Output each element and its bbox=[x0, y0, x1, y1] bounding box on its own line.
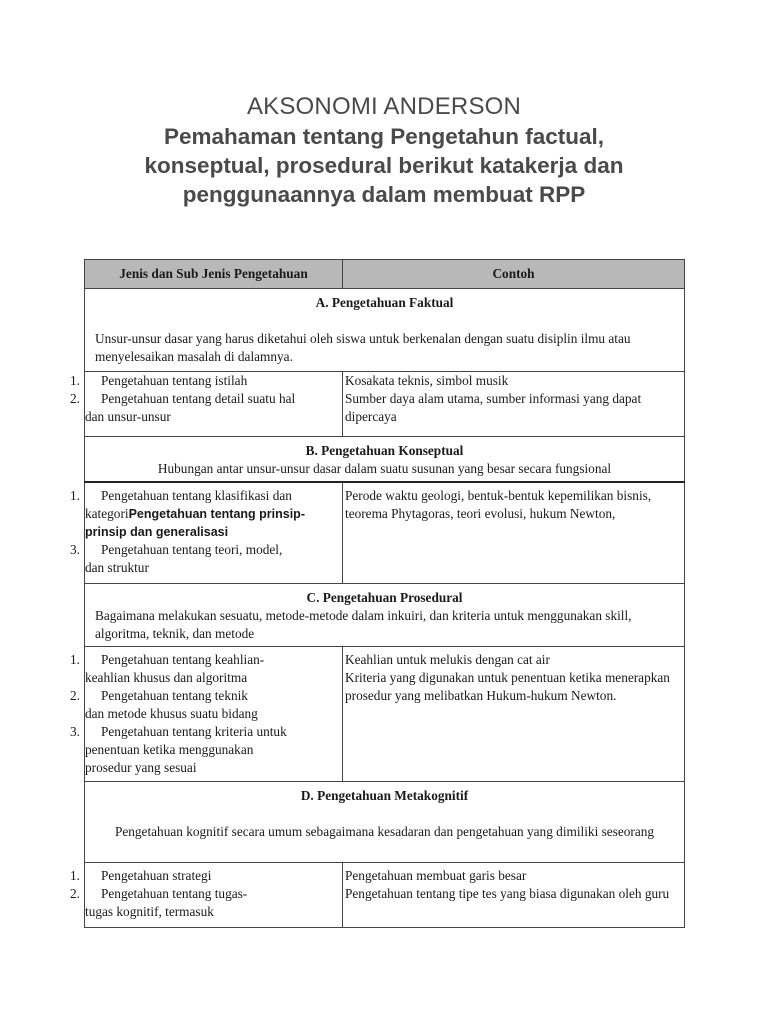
example-text: Pengetahuan tentang tipe tes yang biasa digunakan oleh guru bbox=[345, 886, 670, 901]
list-item-continuation: penentuan ketika menggunakan bbox=[85, 742, 254, 757]
section-d-heading: D. Pengetahuan Metakognitif bbox=[300, 788, 469, 803]
section-c-heading: C. Pengetahuan Prosedural bbox=[306, 590, 463, 605]
title-main: AKSONOMI ANDERSON bbox=[246, 93, 522, 120]
section-c-items-row bbox=[85, 647, 685, 782]
list-item: 2. Pengetahuan tentang teknik bbox=[70, 688, 248, 703]
list-item: 1. Pengetahuan tentang istilah bbox=[70, 373, 248, 388]
document-title bbox=[0, 92, 768, 209]
section-d-row bbox=[85, 782, 685, 863]
example-text: Sumber daya alam utama, sumber informasi yang dapat dipercaya bbox=[345, 391, 642, 424]
list-item: 2. Pengetahuan tentang detail suatu hal bbox=[70, 391, 296, 406]
title-sub-line-1: Pemahaman tentang Pengetahun factual, bbox=[163, 124, 605, 149]
header-contoh: Contoh bbox=[343, 260, 685, 289]
knowledge-table bbox=[70, 259, 685, 928]
section-b-heading: B. Pengetahuan Konseptual bbox=[305, 443, 464, 458]
list-item: 3. Pengetahuan tentang teori, model, bbox=[70, 542, 283, 557]
section-d-description: Pengetahuan kognitif secara umum sebagaimana kesadaran dan pengetahuan yang dimiliki seseorang bbox=[114, 824, 655, 839]
list-item-continuation: keahlian khusus dan algoritma bbox=[85, 670, 248, 685]
list-item: 1. Pengetahuan tentang klasifikasi dan bbox=[70, 488, 292, 503]
list-item: 1. Pengetahuan tentang keahlian- bbox=[70, 652, 265, 667]
section-b-items-row bbox=[85, 482, 685, 584]
example-text: Kosakata teknis, simbol musik bbox=[345, 373, 509, 388]
section-a-items-row bbox=[85, 372, 685, 437]
table-header-row bbox=[85, 260, 685, 289]
section-c-row bbox=[85, 584, 685, 647]
section-a-heading: A. Pengetahuan Faktual bbox=[315, 295, 454, 310]
list-item-continuation: prosedur yang sesuai bbox=[85, 760, 197, 775]
list-item-continuation: dan struktur bbox=[85, 560, 149, 575]
section-a-row bbox=[85, 289, 685, 372]
list-item-continuation: dan metode khusus suatu bidang bbox=[85, 706, 258, 721]
section-b-row bbox=[85, 437, 685, 483]
section-c-description: Bagaimana melakukan sesuatu, metode-metode dalam inkuiri, dan kriteria untuk menggunakan skill, algoritma, teknik, dan metode bbox=[95, 608, 632, 641]
section-a-description: Unsur-unsur dasar yang harus diketahui oleh siswa untuk berkenalan dengan suatu disiplin ilmu atau menyelesaikan masalah di dalamnya. bbox=[95, 331, 631, 364]
list-item-continuation: tugas kognitif, termasuk bbox=[85, 904, 214, 919]
list-item-continuation: dan unsur-unsur bbox=[85, 409, 171, 424]
example-text: Pengetahuan membuat garis besar bbox=[345, 868, 527, 883]
list-item: 2. Pengetahuan tentang tugas- bbox=[70, 886, 248, 901]
list-item: 3. Pengetahuan tentang kriteria untuk bbox=[70, 724, 287, 739]
example-text: Kriteria yang digunakan untuk penentuan ketika menerapkan prosedur yang melibatkan Hukum-hukum Newton. bbox=[345, 670, 670, 703]
section-d-items-row bbox=[85, 863, 685, 928]
list-item-continuation: kategoriPengetahuan tentang prinsip-prinsip dan generalisasi bbox=[85, 506, 305, 539]
title-sub-line-2: konseptual, prosedural berikut katakerja dan bbox=[144, 153, 624, 178]
title-sub-line-3: penggunaannya dalam membuat RPP bbox=[182, 182, 586, 207]
header-jenis: Jenis dan Sub Jenis Pengetahuan bbox=[85, 260, 343, 289]
example-text: Keahlian untuk melukis dengan cat air bbox=[345, 652, 550, 667]
section-b-description: Hubungan antar unsur-unsur dasar dalam suatu susunan yang besar secara fungsional bbox=[157, 461, 612, 476]
list-item: 1. Pengetahuan strategi bbox=[70, 868, 212, 883]
example-text: Perode waktu geologi, bentuk-bentuk kepemilikan bisnis, teorema Phytagoras, teori evolusi, hukum Newton, bbox=[345, 488, 652, 521]
